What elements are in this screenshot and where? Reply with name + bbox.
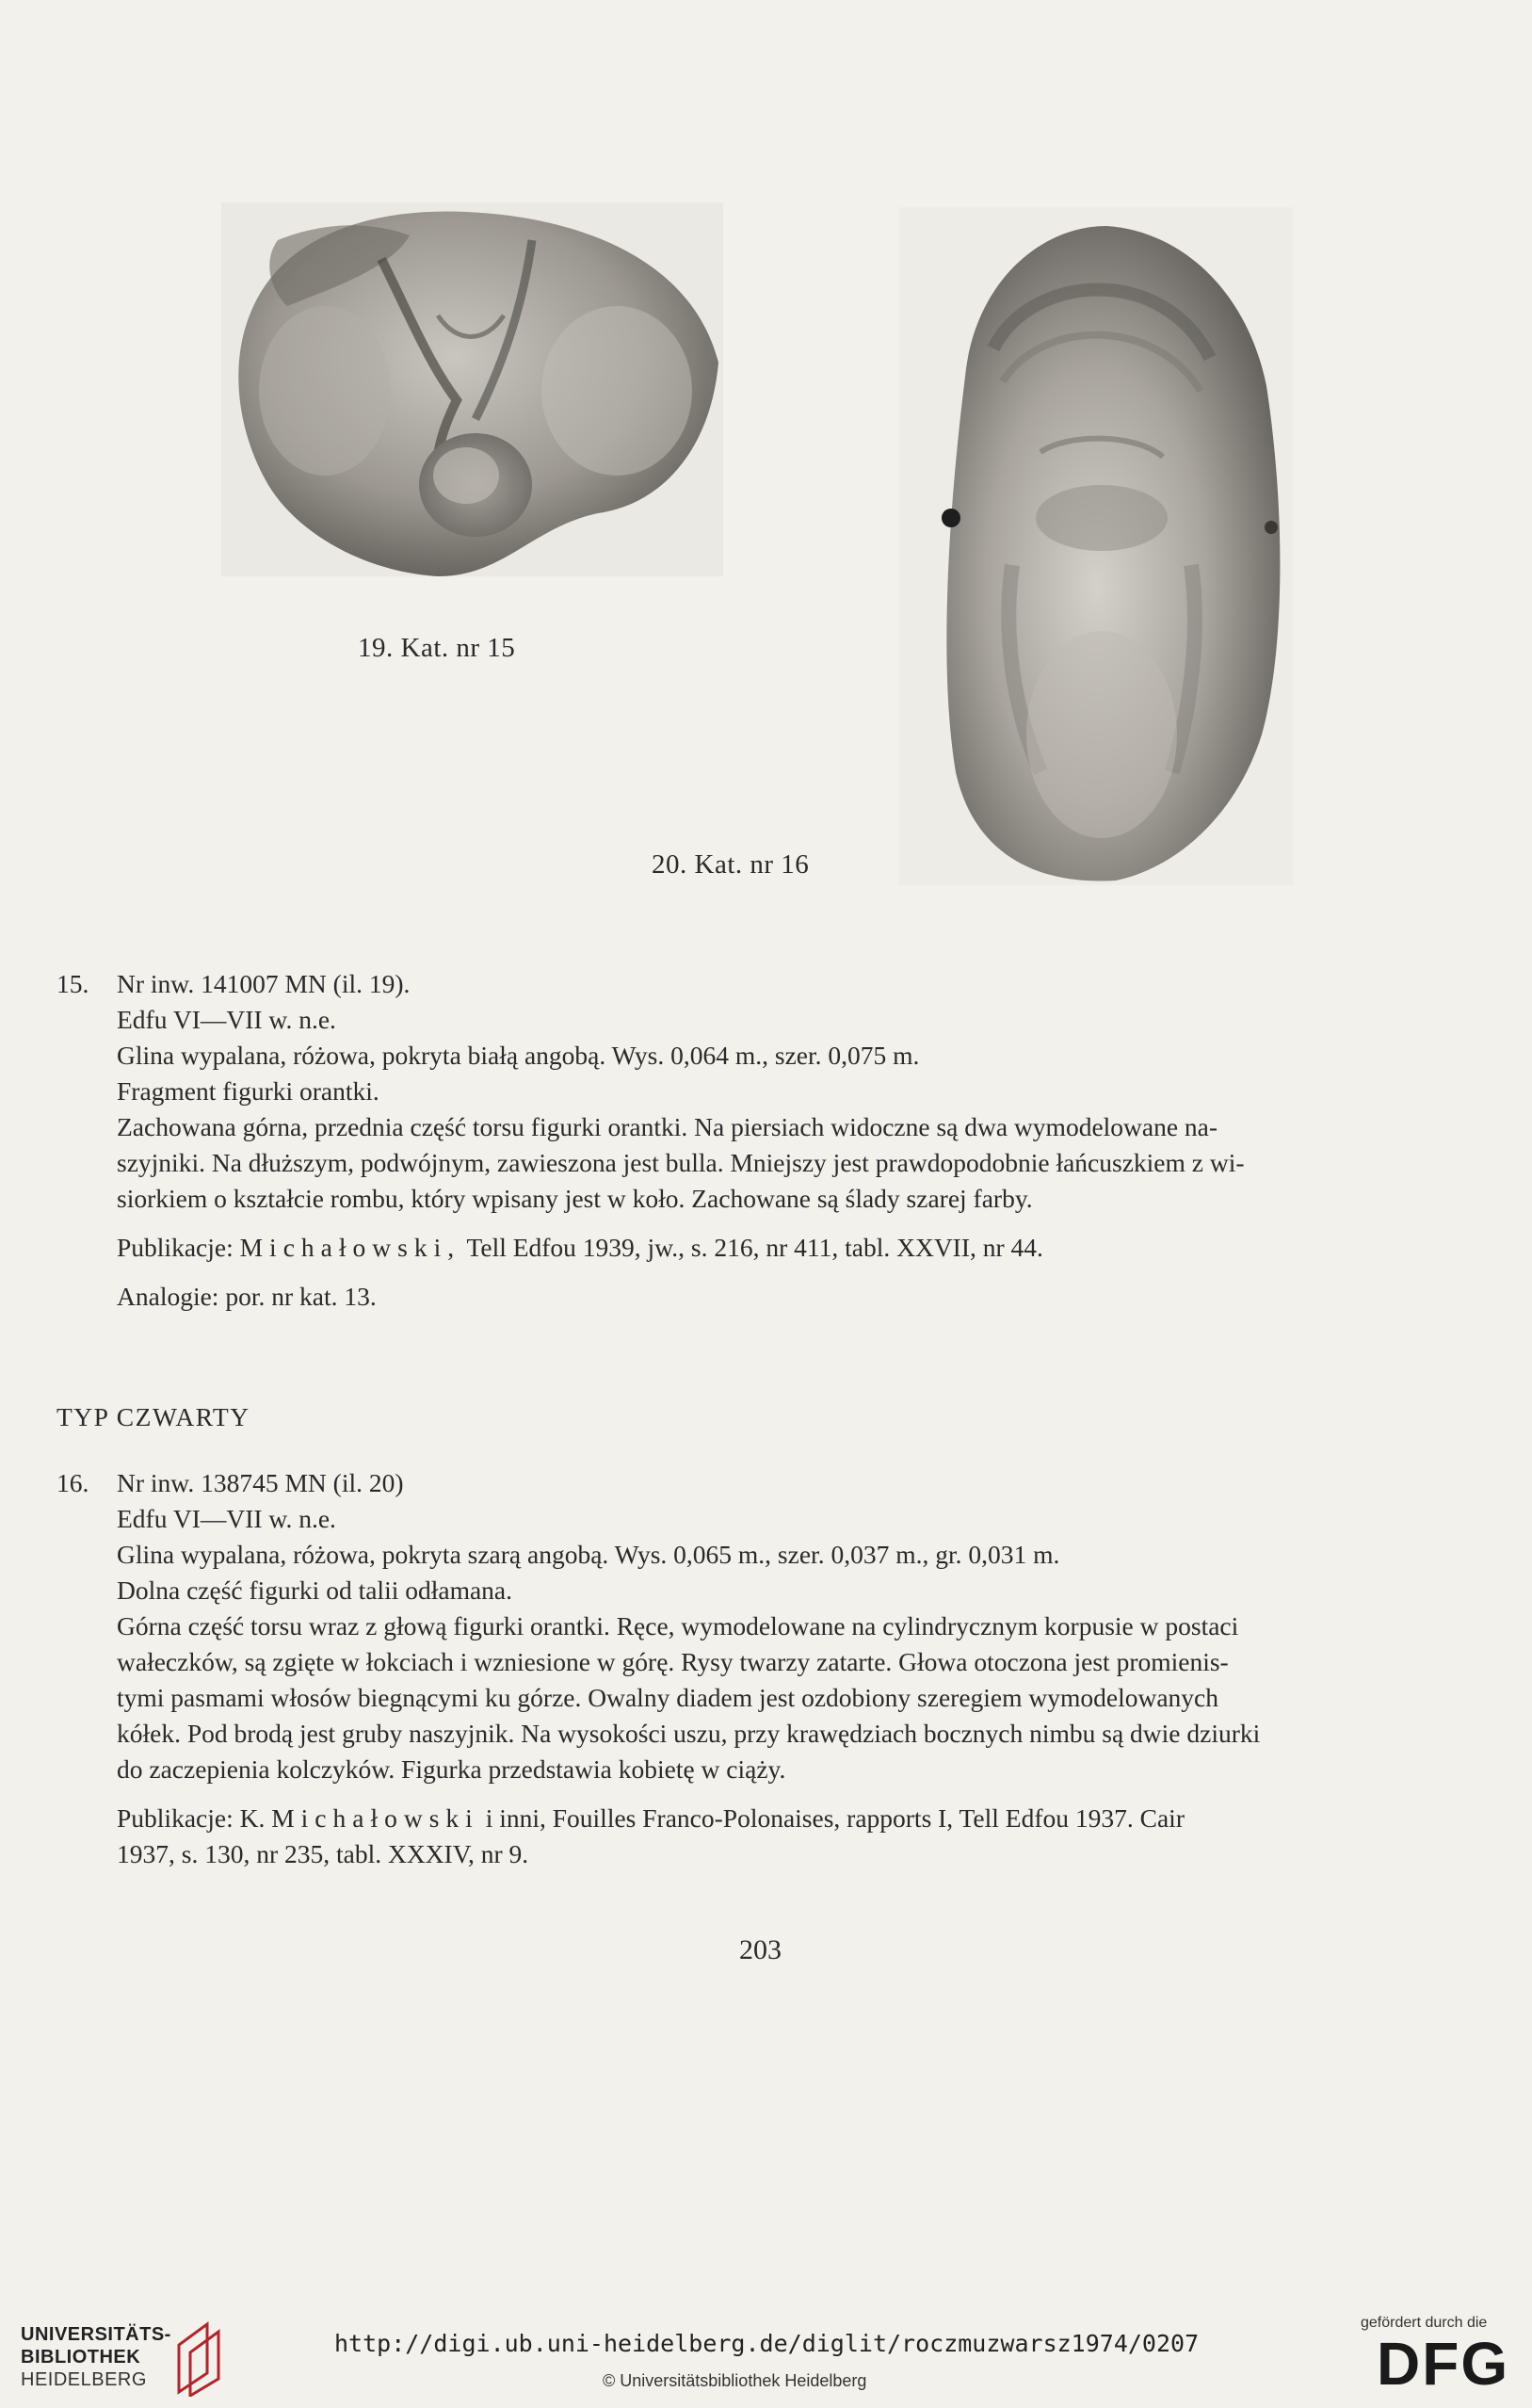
publication-label: Publikacje: K. [117,1803,266,1833]
publication-line [56,1801,1488,1836]
figure-20-caption: 20. Kat. nr 16 [652,849,810,880]
catalog-entry-15 [56,966,1488,1315]
entry-line: Edfu VI—VII w. n.e. [117,1005,336,1034]
catalog-entry-16 [56,1465,1488,1872]
publication-author: Michałowski, [239,1233,461,1262]
copyright-text: © Universitätsbibliothek Heidelberg [603,2371,867,2390]
footer-bar [0,2298,1532,2408]
dfg-logo[interactable]: DFG [1377,2330,1510,2398]
analogie-line: Analogie: por. nr kat. 13. [117,1282,377,1311]
library-emblem-icon [169,2317,226,2397]
entry-line: siorkiem o kształcie rombu, który wpisany jest w koło. Zachowane są ślady szarej farby. [117,1184,1033,1213]
entry-line: Nr inw. 138745 MN (il. 20) [117,1468,404,1497]
entry-line: kółek. Pod brodą jest gruby naszyjnik. Na wysokości uszu, przy krawędziach bocznych nimbu są dwie dziurki [117,1719,1261,1748]
entry-line: wałeczków, są zgięte w łokciach i wzniesione w górę. Rysy twarzy zatarte. Głowa otoczona jest promienis- [117,1647,1229,1676]
university-library-logo[interactable] [21,2317,228,2397]
section-heading: TYP CZWARTY [56,1402,250,1431]
entry-number: 16. [56,1468,89,1497]
entry-line: szyjniki. Na dłuższym, podwójnym, zawieszona jest bulla. Mniejszy jest prawdopodobnie łańcuszkiem z wi- [117,1148,1245,1177]
entry-line: Nr inw. 141007 MN (il. 19). [117,969,411,998]
entry-line: Fragment figurki orantki. [117,1076,379,1106]
funding-note: gefördert durch die [1361,2315,1488,2331]
publication-details: Tell Edfou 1939, jw., s. 216, nr 411, tabl. XXVII, nr 44. [466,1233,1043,1262]
entry-line: Glina wypalana, różowa, pokryta białą angobą. Wys. 0,064 m., szer. 0,075 m. [117,1041,920,1070]
logo-line-1: UNIVERSITÄTS- [21,2324,171,2345]
publication-label: Publikacje: [117,1233,234,1262]
page-number: 203 [739,1934,782,1965]
publication-line [56,1230,1488,1266]
entry-line: Dolna część figurki od talii odłamana. [117,1576,512,1605]
entry-line: tymi pasmami włosów biegnącymi ku górze. Owalny diadem jest ozdobiony szeregiem wymodelowanych [117,1683,1218,1712]
entry-number: 15. [56,969,89,998]
source-url-link[interactable]: http://digi.ub.uni-heidelberg.de/diglit/roczmuzwarsz1974/0207 [334,2330,1200,2357]
publication-author: Michałowski [271,1803,479,1833]
logo-line-2: BIBLIOTHEK [21,2347,141,2368]
figure-20-photo [899,207,1293,885]
figure-19-caption: 19. Kat. nr 15 [358,633,516,663]
entry-line: do zaczepienia kolczyków. Figurka przedstawia kobietę w ciąży. [117,1754,786,1784]
entry-line: Zachowana górna, przednia część torsu figurki orantki. Na piersiach widoczne są dwa wymodelowane na- [117,1112,1218,1141]
entry-line: Edfu VI—VII w. n.e. [117,1504,336,1533]
figure-19-photo [221,202,723,576]
entry-line: Górna część torsu wraz z głową figurki orantki. Ręce, wymodelowane na cylindrycznym korpusie w postaci [117,1611,1239,1640]
entry-line: Glina wypalana, różowa, pokryta szarą angobą. Wys. 0,065 m., szer. 0,037 m., gr. 0,031 m. [117,1540,1060,1569]
publication-details: i inni, Fouilles Franco-Polonaises, rapports I, Tell Edfou 1937. Cair [485,1803,1185,1833]
logo-line-3: HEIDELBERG [21,2369,147,2390]
publication-line: 1937, s. 130, nr 235, tabl. XXXIV, nr 9. [117,1839,529,1868]
